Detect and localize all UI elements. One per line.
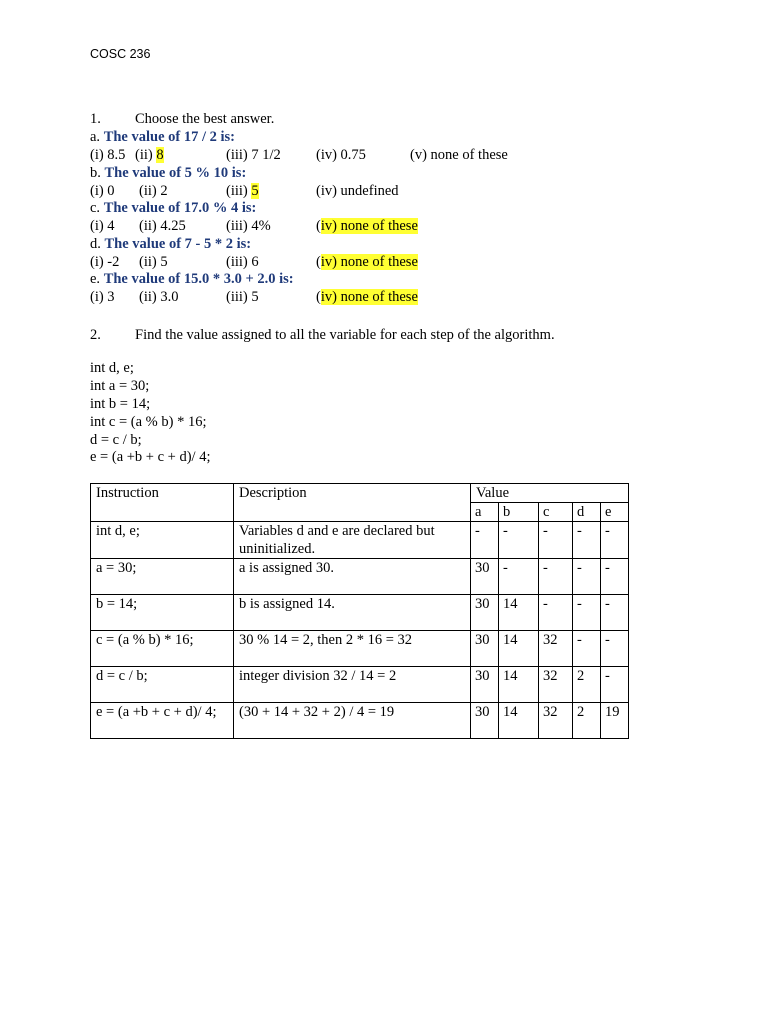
value-cell-d: -	[573, 559, 601, 595]
code-line: int d, e;	[90, 360, 134, 376]
value-cell-b: 14	[499, 703, 539, 739]
instruction-cell: e = (a +b + c + d)/ 4;	[91, 703, 234, 739]
answer-option	[226, 253, 259, 271]
q1-item-question	[90, 270, 294, 288]
q1-item-question-text: The value of 17 / 2 is:	[103, 129, 235, 145]
answer-option-label: (iii) 6	[226, 253, 259, 270]
answer-option-label: (ii) 5	[139, 253, 168, 270]
answer-option	[316, 288, 418, 306]
q1-item-question-text: The value of 17.0 % 4 is:	[103, 200, 257, 217]
q1-number: 1.	[90, 111, 101, 127]
value-cell-b: 14	[499, 667, 539, 703]
header-col-b: b	[499, 503, 539, 522]
code-line: int b = 14;	[90, 396, 151, 412]
value-cell-e: -	[601, 631, 629, 667]
answer-option	[90, 217, 115, 235]
instruction-cell: c = (a % b) * 16;	[91, 631, 234, 667]
q1-item-letter: a.	[90, 129, 101, 145]
answer-option-label: (iii)	[226, 182, 252, 199]
value-cell-c: -	[539, 522, 573, 559]
instruction-cell: int d, e;	[91, 522, 234, 559]
answer-option	[139, 288, 178, 306]
table-row	[91, 667, 629, 703]
answer-option	[139, 182, 168, 200]
answer-option-label: (i) 8.5	[90, 147, 126, 163]
answer-option-label: (	[316, 218, 321, 235]
q1-text: Choose the best answer.	[135, 111, 275, 127]
value-cell-b: -	[499, 559, 539, 595]
value-cell-e: -	[601, 559, 629, 595]
values-table	[90, 483, 629, 739]
answer-option-label: (i) 0	[90, 182, 115, 199]
table-row	[91, 703, 629, 739]
value-cell-c: 32	[539, 703, 573, 739]
description-cell: integer division 32 / 14 = 2	[234, 667, 471, 703]
q1-item-letter: d.	[90, 235, 101, 252]
value-cell-d: 2	[573, 667, 601, 703]
answer-option	[410, 146, 508, 164]
answer-option-label: (ii)	[135, 147, 157, 163]
highlighted-answer: iv) none of these	[320, 289, 418, 306]
value-cell-e: -	[601, 667, 629, 703]
value-cell-a: 30	[471, 595, 499, 631]
answer-option-label: (v) none of these	[410, 147, 508, 163]
instruction-cell: b = 14;	[91, 595, 234, 631]
header-instruction: Instruction	[91, 484, 234, 522]
code-line: int c = (a % b) * 16;	[90, 414, 207, 430]
code-line: int a = 30;	[90, 378, 150, 394]
header-description: Description	[234, 484, 471, 522]
answer-option-label: (ii) 2	[139, 182, 168, 199]
q2-text: Find the value assigned to all the variable for each step of the algorithm.	[135, 327, 555, 343]
value-cell-d: 2	[573, 703, 601, 739]
q1-item-question	[90, 235, 251, 253]
value-cell-d: -	[573, 631, 601, 667]
answer-option	[226, 146, 281, 164]
answer-option-label: (iv) undefined	[316, 182, 399, 199]
table-row	[91, 595, 629, 631]
description-cell: b is assigned 14.	[234, 595, 471, 631]
answer-option	[139, 253, 168, 271]
answer-option	[135, 146, 164, 164]
header-col-d: d	[573, 503, 601, 522]
answer-option	[226, 217, 271, 235]
q1-item-question	[90, 199, 256, 217]
code-line: d = c / b;	[90, 432, 142, 448]
value-cell-b: -	[499, 522, 539, 559]
value-cell-c: 32	[539, 667, 573, 703]
answer-option-label: (iii) 5	[226, 289, 259, 306]
value-cell-d: -	[573, 522, 601, 559]
answer-option-label: (i) 3	[90, 289, 115, 306]
highlighted-answer: 8	[156, 147, 164, 163]
header-col-e: e	[601, 503, 629, 522]
answer-option-label: (iii) 7 1/2	[226, 147, 281, 163]
description-cell: Variables d and e are declared but uninitialized.	[234, 522, 471, 559]
answer-option-label: (iv) 0.75	[316, 147, 366, 163]
q1-item-letter: b.	[90, 164, 101, 181]
answer-option-label: (	[316, 253, 321, 270]
header-value: Value	[471, 484, 629, 503]
value-cell-a: 30	[471, 631, 499, 667]
answer-option	[90, 146, 125, 164]
value-cell-a: 30	[471, 703, 499, 739]
q1-item-question-text: The value of 15.0 * 3.0 + 2.0 is:	[103, 271, 294, 288]
answer-option	[316, 253, 418, 271]
q2-heading	[90, 326, 555, 344]
header-col-c: c	[539, 503, 573, 522]
value-cell-e: 19	[601, 703, 629, 739]
q1-item-question	[90, 164, 246, 182]
answer-option	[90, 182, 115, 200]
description-cell: a is assigned 30.	[234, 559, 471, 595]
q2-number: 2.	[90, 327, 101, 343]
q1-item-question	[90, 128, 235, 146]
q1-item-letter: e.	[90, 271, 101, 288]
table-row	[91, 559, 629, 595]
answer-option	[90, 253, 119, 271]
instruction-cell: a = 30;	[91, 559, 234, 595]
answer-option	[226, 182, 259, 200]
highlighted-answer: 5	[251, 182, 259, 199]
description-cell: 30 % 14 = 2, then 2 * 16 = 32	[234, 631, 471, 667]
value-cell-e: -	[601, 522, 629, 559]
answer-option-label: (ii) 3.0	[139, 289, 179, 306]
page-header: COSC 236	[90, 47, 151, 61]
answer-option-label: (	[316, 289, 321, 306]
q1-heading	[90, 110, 275, 128]
answer-option	[316, 182, 399, 200]
answer-option	[316, 146, 366, 164]
value-cell-c: -	[539, 595, 573, 631]
value-cell-b: 14	[499, 631, 539, 667]
value-cell-c: -	[539, 559, 573, 595]
answer-option	[139, 217, 186, 235]
value-cell-a: -	[471, 522, 499, 559]
value-cell-c: 32	[539, 631, 573, 667]
answer-option	[90, 288, 115, 306]
value-cell-d: -	[573, 595, 601, 631]
table-row	[91, 522, 629, 559]
highlighted-answer: iv) none of these	[320, 253, 418, 270]
value-cell-a: 30	[471, 667, 499, 703]
instruction-cell: d = c / b;	[91, 667, 234, 703]
highlighted-answer: iv) none of these	[320, 218, 418, 235]
q1-item-question-text: The value of 5 % 10 is:	[104, 164, 247, 181]
value-cell-a: 30	[471, 559, 499, 595]
answer-option	[316, 217, 418, 235]
value-cell-e: -	[601, 595, 629, 631]
value-cell-b: 14	[499, 595, 539, 631]
description-cell: (30 + 14 + 32 + 2) / 4 = 19	[234, 703, 471, 739]
answer-option-label: (ii) 4.25	[139, 218, 186, 235]
q1-item-letter: c.	[90, 200, 101, 217]
answer-option-label: (i) -2	[90, 253, 120, 270]
table-row	[91, 631, 629, 667]
q1-item-question-text: The value of 7 - 5 * 2 is:	[104, 235, 252, 252]
answer-option-label: (iii) 4%	[226, 218, 271, 235]
code-line: e = (a +b + c + d)/ 4;	[90, 449, 211, 465]
header-col-a: a	[471, 503, 499, 522]
answer-option-label: (i) 4	[90, 218, 115, 235]
answer-option	[226, 288, 259, 306]
